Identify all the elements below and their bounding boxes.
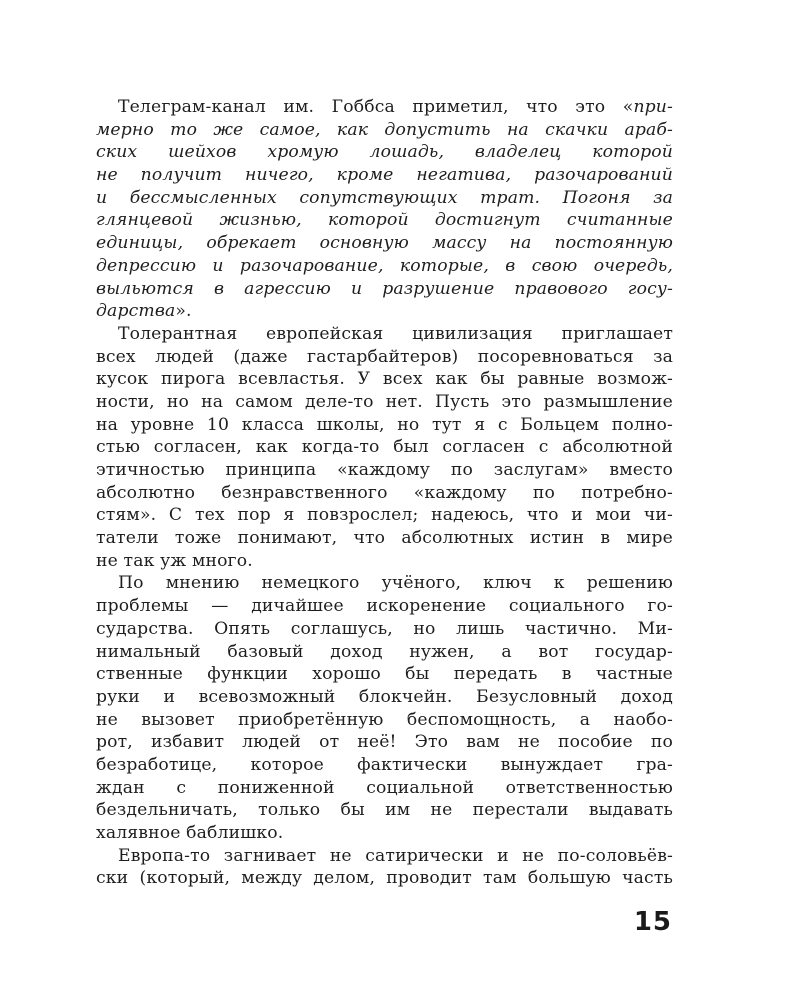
text-line: [96, 663, 673, 686]
text-line: [96, 595, 673, 618]
paragraph: [96, 572, 673, 844]
italic-text: единицы, обрекает основную массу на постоянную: [96, 233, 673, 254]
paragraph: [96, 845, 673, 890]
text: татели тоже понимают, что абсолютных истин в мире: [96, 528, 673, 549]
paragraph: [96, 323, 673, 573]
body-text: [96, 96, 673, 890]
text: Телеграм-канал им. Гоббса приметил, что это «: [118, 97, 634, 117]
text-line: [96, 300, 673, 323]
text: халявное баблишко.: [96, 823, 284, 843]
text: кусок пирога всевластья. У всех как бы равные возмож-: [96, 369, 673, 390]
italic-text: не получит ничего, кроме негатива, разочарований: [96, 165, 673, 186]
text-line: [96, 414, 673, 437]
text-line: [96, 119, 673, 142]
text-line: [96, 164, 673, 187]
text: стям». С тех пор я повзрослел; надеюсь, что и мои чи-: [96, 505, 673, 526]
text-line: [96, 550, 673, 573]
text-line: [96, 777, 673, 800]
italic-text: дарства: [96, 301, 176, 322]
text-line: [96, 686, 673, 709]
text: бездельничать, только бы им не перестали выдавать: [96, 800, 673, 821]
page-number: 15: [633, 907, 672, 937]
text: Европа-то загнивает не сатирически и не по-соловьёв-: [118, 845, 673, 866]
text: сударства. Опять соглашусь, но лишь частично. Ми-: [96, 618, 673, 639]
text-line: [96, 278, 673, 301]
text: ждан с пониженной социальной ответственностью: [96, 777, 673, 798]
text: всех людей (даже гастарбайтеров) посоревноваться за: [96, 346, 673, 367]
italic-text: мерно то же самое, как допустить на скачки араб-: [96, 119, 673, 140]
text: По мнению немецкого учёного, ключ к решению: [118, 573, 673, 594]
text-line: [96, 482, 673, 505]
text: ».: [175, 301, 192, 322]
text: ски (который, между делом, проводит там большую часть: [96, 868, 673, 889]
text: этичностью принципа «каждому по заслугам» вместо: [96, 460, 673, 480]
text-line: [96, 209, 673, 232]
text: руки и всевозможный блокчейн. Безусловный доход: [96, 686, 673, 707]
text: безработице, которое фактически вынуждает гра-: [96, 754, 673, 775]
text-line: [96, 255, 673, 278]
text-line: [118, 572, 673, 595]
text-line: [118, 96, 673, 119]
italic-text: глянцевой жизнью, которой достигнут считанные: [96, 210, 673, 231]
text: ности, но на самом деле-то нет. Пусть это размышление: [96, 391, 673, 412]
text-line: [96, 368, 673, 391]
text-line: [96, 822, 673, 845]
text: нимальный базовый доход нужен, а вот государ-: [96, 641, 673, 662]
text-line: [96, 867, 673, 890]
text-line: [96, 618, 673, 641]
text: ственные функции хорошо бы передать в частные: [96, 664, 673, 685]
text-line: [96, 232, 673, 255]
text: Толерантная европейская цивилизация приглашает: [118, 323, 673, 344]
italic-text: ских шейхов хромую лошадь, владелец которой: [96, 142, 673, 163]
text-line: [118, 323, 673, 346]
text-line: [96, 436, 673, 459]
text: стью согласен, как когда-то был согласен с абсолютной: [96, 437, 673, 458]
text-line: [96, 346, 673, 369]
text-line: [96, 459, 673, 482]
italic-text: выльются в агрессию и разрушение правового госу-: [96, 278, 673, 299]
text-line: [96, 504, 673, 527]
text-line: [96, 799, 673, 822]
paragraph: [96, 96, 673, 323]
text-line: [96, 391, 673, 414]
text: на уровне 10 класса школы, но тут я с Больцем полно-: [96, 414, 673, 435]
text-line: [118, 845, 673, 868]
italic-text: и бессмысленных сопутствующих трат. Погоня за: [96, 187, 673, 208]
text: рот, избавит людей от неё! Это вам не пособие по: [96, 732, 673, 753]
text-line: [96, 641, 673, 664]
text-line: [96, 731, 673, 754]
text-line: [96, 709, 673, 732]
text: проблемы — дичайшее искоренение социального го-: [96, 596, 673, 617]
italic-text: при-: [633, 97, 673, 117]
text-line: [96, 187, 673, 210]
text: не так уж много.: [96, 550, 253, 571]
text-line: [96, 754, 673, 777]
text: не вызовет приобретённую беспомощность, а наобо-: [96, 709, 673, 730]
text-line: [96, 141, 673, 164]
text: абсолютно безнравственного «каждому по потребно-: [96, 482, 673, 503]
italic-text: депрессию и разочарование, которые, в свою очередь,: [96, 255, 673, 276]
text-line: [96, 527, 673, 550]
